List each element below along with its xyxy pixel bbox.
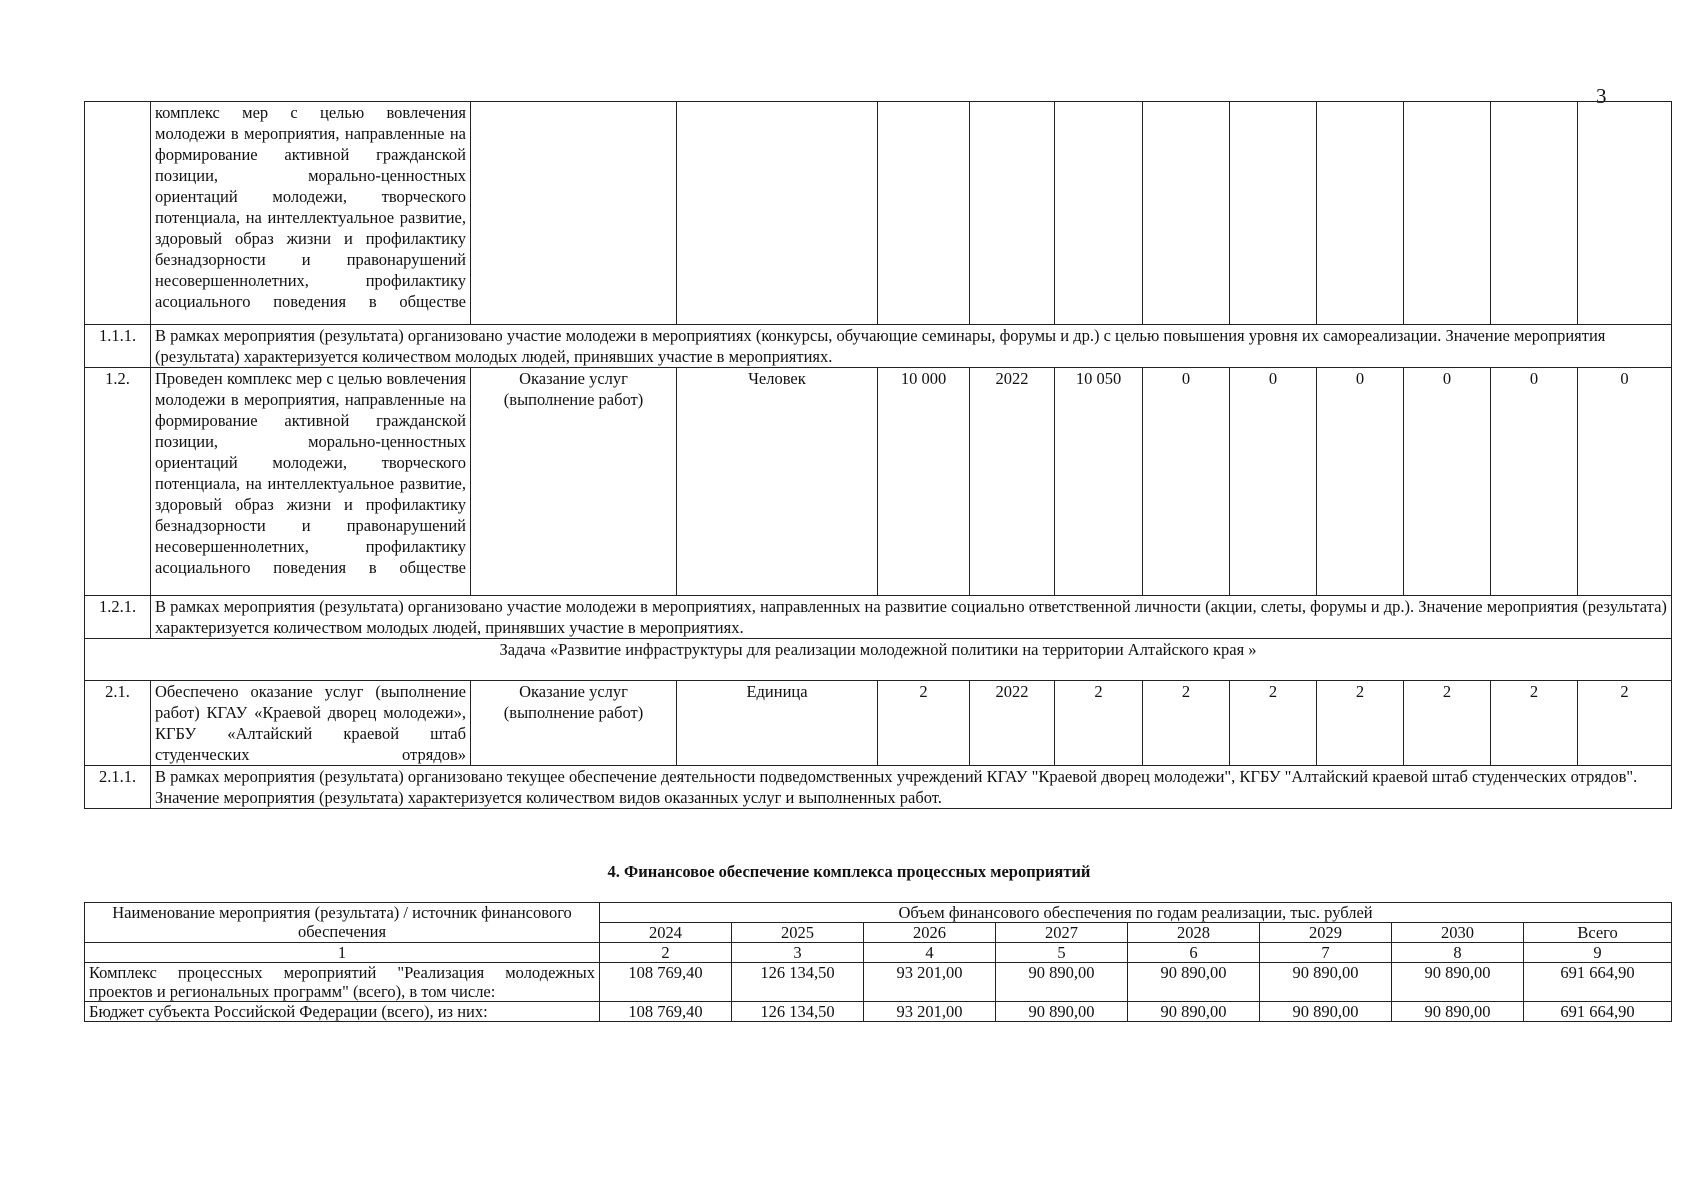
table-row [85,1002,1672,1022]
finance-total: 691 664,90 [1524,963,1672,1002]
year-header: 2025 [732,923,864,943]
table-row [85,963,1672,1002]
value-cell: 2 [1230,681,1317,766]
value-cell: 0 [1143,368,1230,596]
col-num: 3 [732,943,864,963]
header-name: Наименование мероприятия (результата) / источник финансового обеспечения [85,903,600,943]
finance-value: 108 769,40 [600,963,732,1002]
finance-value: 90 890,00 [1128,963,1260,1002]
value-cell: 2 [1491,681,1578,766]
year-header: 2029 [1260,923,1392,943]
col-num: 9 [1524,943,1672,963]
base-value-cell: 10 000 [878,368,970,596]
value-cell: 2 [1055,681,1143,766]
value-cell: 10 050 [1055,368,1143,596]
results-table [84,101,1672,809]
type-cell: Оказание услуг (выполнение работ) [471,681,677,766]
row-num-cell: 1.1.1. [85,325,151,368]
table-row [85,102,1672,325]
row-num-cell: 2.1.1. [85,766,151,809]
result-description: В рамках мероприятия (результата) организовано участие молодежи в мероприятиях, направленных на развитие социально ответственной личности (акции, слеты, форумы и др.). Значение мероприятия (результата) характеризуется количеством молодых людей, принявших участие в мероприятиях. [151,596,1672,639]
row-num-cell: 1.2. [85,368,151,596]
finance-value: 90 890,00 [1260,1002,1392,1022]
col-num: 1 [85,943,600,963]
table-row [85,325,1672,368]
col-num: 8 [1392,943,1524,963]
unit-cell: Человек [677,368,878,596]
table-row [85,766,1672,809]
finance-item-name: Комплекс процессных мероприятий "Реализация молодежных проектов и региональных программ" (всего), в том числе: [85,963,600,1002]
year-header: 2026 [864,923,996,943]
result-description: В рамках мероприятия (результата) организовано текущее обеспечение деятельности подведомственных учреждений КГАУ "Краевой дворец молодежи", КГБУ "Алтайский краевой штаб студенческих отрядов". Значение мероприятия (результата) характеризуется количеством видов оказанных услуг и выполненных работ. [151,766,1672,809]
value-cell: 0 [1230,368,1317,596]
year-header: 2027 [996,923,1128,943]
task-heading: Задача «Развитие инфраструктуры для реализации молодежной политики на территории Алтайского края » [85,639,1672,681]
row-num-cell [85,102,151,325]
column-number-row [85,943,1672,963]
year-header: 2024 [600,923,732,943]
value-cell: 0 [1404,368,1491,596]
description-cell: Обеспечено оказание услуг (выполнение работ) КГАУ «Краевой дворец молодежи», КГБУ «Алтайский краевой штаб студенческих отрядов» [151,681,471,766]
finance-table [84,902,1672,1022]
table-header-row [85,903,1672,923]
total-header: Всего [1524,923,1672,943]
header-volume: Объем финансового обеспечения по годам реализации, тыс. рублей [600,903,1672,923]
finance-value: 126 134,50 [732,963,864,1002]
finance-value: 126 134,50 [732,1002,864,1022]
finance-value: 90 890,00 [1128,1002,1260,1022]
value-cell: 2 [1578,681,1672,766]
year-header: 2030 [1392,923,1524,943]
finance-value: 90 890,00 [1392,1002,1524,1022]
base-year-cell: 2022 [970,681,1055,766]
description-cell: Проведен комплекс мер с целью вовлечения молодежи в мероприятия, направленные на формирование активной гражданской позиции, морально-ценностных ориентаций молодежи, творческого потенциала, на интеллектуальное развитие, здоровый образ жизни и профилактику безнадзорности и правонарушений несовершеннолетних, профилактику асоциального поведения в обществе [151,368,471,596]
base-value-cell: 2 [878,681,970,766]
table-row [85,596,1672,639]
section-title: 4. Финансовое обеспечение комплекса процессных мероприятий [607,862,1091,881]
col-num: 2 [600,943,732,963]
base-year-cell: 2022 [970,368,1055,596]
table-row [85,368,1672,596]
finance-value: 90 890,00 [996,1002,1128,1022]
table-row [85,639,1672,681]
finance-value: 93 201,00 [864,963,996,1002]
value-cell: 0 [1317,368,1404,596]
table-row [85,681,1672,766]
year-header: 2028 [1128,923,1260,943]
result-description: В рамках мероприятия (результата) организовано участие молодежи в мероприятиях (конкурсы, обучающие семинары, форумы и др.) с целью повышения уровня их самореализации. Значение мероприятия (результата) характеризуется количеством молодых людей, принявших участие в мероприятиях. [151,325,1672,368]
finance-value: 90 890,00 [1260,963,1392,1002]
value-cell: 0 [1578,368,1672,596]
finance-value: 108 769,40 [600,1002,732,1022]
description-cell: комплекс мер с целью вовлечения молодежи в мероприятия, направленные на формирование активной гражданской позиции, морально-ценностных ориентаций молодежи, творческого потенциала, на интеллектуальное развитие, здоровый образ жизни и профилактику безнадзорности и правонарушений несовершеннолетних, профилактику асоциального поведения в обществе [151,102,471,325]
col-num: 7 [1260,943,1392,963]
page-number: 3 [1596,84,1607,108]
value-cell: 2 [1143,681,1230,766]
finance-value: 93 201,00 [864,1002,996,1022]
col-num: 6 [1128,943,1260,963]
value-cell: 0 [1491,368,1578,596]
finance-total: 691 664,90 [1524,1002,1672,1022]
finance-value: 90 890,00 [1392,963,1524,1002]
row-num-cell: 1.2.1. [85,596,151,639]
type-cell: Оказание услуг (выполнение работ) [471,368,677,596]
col-num: 4 [864,943,996,963]
value-cell: 2 [1317,681,1404,766]
finance-item-name: Бюджет субъекта Российской Федерации (всего), из них: [85,1002,600,1022]
col-num: 5 [996,943,1128,963]
unit-cell: Единица [677,681,878,766]
row-num-cell: 2.1. [85,681,151,766]
finance-value: 90 890,00 [996,963,1128,1002]
value-cell: 2 [1404,681,1491,766]
